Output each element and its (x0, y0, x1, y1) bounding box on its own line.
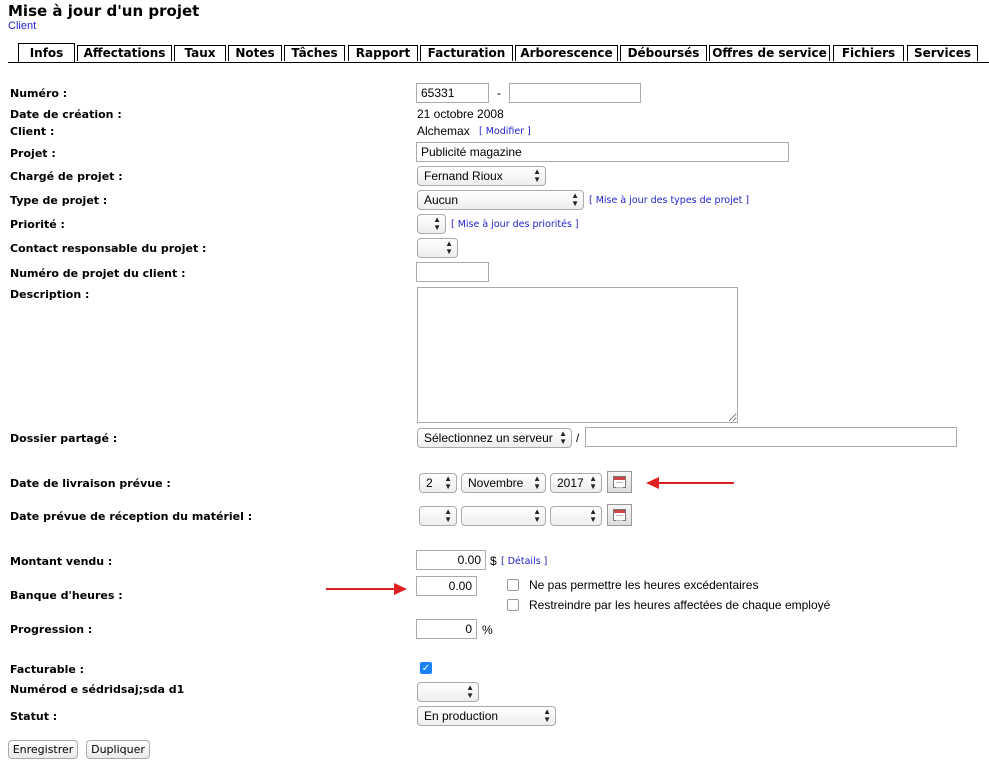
livraison-year-value: 2017 (557, 476, 584, 490)
select-arrows-icon: ▲ ▼ (444, 507, 452, 524)
modifier-client-link[interactable]: [ Modifier ] (479, 126, 531, 137)
reception-day-select[interactable] (419, 506, 457, 526)
select-arrows-icon: ▲ ▼ (433, 215, 441, 232)
banque-label: Banque d'heures : (10, 589, 123, 602)
select-arrows-icon: ▲ ▼ (445, 239, 453, 256)
date-creation-value: 21 octobre 2008 (417, 107, 504, 121)
select-arrows-icon: ▲ ▼ (589, 507, 597, 524)
numero-client-label: Numéro de projet du client : (10, 267, 186, 280)
dossier-path-input[interactable] (585, 427, 957, 447)
select-arrows-icon: ▲ ▼ (533, 474, 541, 491)
reception-month-select[interactable] (461, 506, 546, 526)
select-arrows-icon: ▲ ▼ (543, 707, 551, 724)
numero-separator: - (497, 86, 501, 100)
tab-notes[interactable]: Notes (228, 45, 282, 61)
banque-input[interactable]: 0.00 (416, 576, 477, 596)
numero-suffix-input[interactable] (509, 83, 641, 103)
tab-taches[interactable]: Tâches (284, 45, 345, 61)
livraison-year-select[interactable] (550, 473, 602, 493)
type-select[interactable] (417, 190, 584, 210)
page-title: Mise à jour d'un projet (8, 2, 200, 20)
details-link[interactable]: [ Détails ] (501, 556, 548, 567)
tab-taux[interactable]: Taux (174, 45, 226, 61)
arrowhead-right-icon (394, 583, 407, 595)
custom-field-select[interactable] (417, 682, 479, 702)
dossier-separator: / (576, 431, 580, 445)
tab-affectations[interactable]: Affectations (77, 45, 172, 61)
reception-year-select[interactable] (550, 506, 602, 526)
livraison-month-select[interactable] (461, 473, 546, 493)
montant-input[interactable]: 0.00 (416, 550, 486, 570)
priorite-select[interactable] (417, 214, 446, 234)
tab-facturation[interactable]: Facturation (420, 45, 513, 61)
annotation-arrow (658, 482, 734, 484)
priorites-link[interactable]: [ Mise à jour des priorités ] (451, 219, 579, 230)
description-textarea[interactable] (417, 287, 738, 423)
serveur-select[interactable] (417, 428, 572, 448)
reception-calendar-button[interactable] (607, 504, 632, 526)
currency-symbol: $ (490, 554, 497, 568)
restrict-hours-label: Restreindre par les heures affectées de chaque employé (529, 598, 831, 612)
custom-field-label: Numérod e sédridsaj;sda d1 (10, 683, 185, 696)
tab-services[interactable]: Services (907, 45, 978, 61)
save-button[interactable]: Enregistrer (8, 740, 78, 759)
livraison-day-value: 2 (426, 476, 433, 490)
type-select-value: Aucun (424, 193, 459, 207)
statut-select-value: En production (424, 709, 499, 723)
projet-input[interactable]: Publicité magazine (416, 142, 789, 162)
charge-label: Chargé de projet : (10, 170, 123, 183)
duplicate-button[interactable]: Dupliquer (86, 740, 150, 759)
montant-label: Montant vendu : (10, 555, 113, 568)
client-link[interactable]: Client (8, 20, 37, 32)
types-projet-link[interactable]: [ Mise à jour des types de projet ] (589, 195, 750, 206)
reception-label: Date prévue de réception du matériel : (10, 510, 253, 523)
statut-select[interactable] (417, 706, 556, 726)
progression-unit: % (482, 623, 493, 637)
select-arrows-icon: ▲ ▼ (533, 167, 541, 184)
serveur-select-value: Sélectionnez un serveur (424, 431, 553, 445)
contact-select[interactable] (417, 238, 458, 258)
projet-label: Projet : (10, 147, 56, 160)
type-label: Type de projet : (10, 194, 108, 207)
tab-arborescence[interactable]: Arborescence (515, 45, 618, 61)
client-value: Alchemax (417, 124, 470, 138)
tab-fichiers[interactable]: Fichiers (833, 45, 904, 61)
arrowhead-left-icon (646, 477, 659, 489)
client-label: Client : (10, 125, 55, 138)
no-overtime-label: Ne pas permettre les heures excédentaires (529, 578, 759, 592)
select-arrows-icon: ▲ ▼ (444, 474, 452, 491)
select-arrows-icon: ▲ ▼ (559, 429, 567, 446)
statut-label: Statut : (10, 710, 58, 723)
numero-input[interactable]: 65331 (416, 83, 489, 103)
no-overtime-checkbox[interactable] (507, 579, 519, 591)
livraison-calendar-button[interactable] (607, 471, 632, 493)
contact-label: Contact responsable du projet : (10, 242, 207, 255)
select-arrows-icon: ▲ ▼ (571, 191, 579, 208)
calendar-icon (613, 476, 626, 488)
annotation-arrow (326, 588, 396, 590)
tab-offres-de-service[interactable]: Offres de service (709, 45, 830, 61)
numero-client-input[interactable] (416, 262, 489, 282)
facturable-checkbox[interactable]: ✓ (421, 663, 431, 674)
restrict-hours-checkbox[interactable] (507, 599, 519, 611)
description-label: Description : (10, 288, 90, 301)
dossier-label: Dossier partagé : (10, 432, 118, 445)
numero-label: Numéro : (10, 87, 68, 100)
livraison-label: Date de livraison prévue : (10, 477, 171, 490)
tab-rapport[interactable]: Rapport (348, 45, 418, 61)
tab-divider (8, 62, 989, 63)
tab-infos[interactable]: Infos (18, 43, 75, 63)
select-arrows-icon: ▲ ▼ (533, 507, 541, 524)
progression-input[interactable]: 0 (416, 619, 477, 639)
charge-select-value: Fernand Rioux (424, 169, 503, 183)
livraison-day-select[interactable] (419, 473, 457, 493)
charge-select[interactable] (417, 166, 546, 186)
progression-label: Progression : (10, 623, 93, 636)
facturable-label: Facturable : (10, 663, 85, 676)
tab-debourses[interactable]: Déboursés (620, 45, 707, 61)
select-arrows-icon: ▲ ▼ (466, 683, 474, 700)
livraison-month-value: Novembre (468, 476, 524, 490)
calendar-icon (613, 509, 626, 521)
date-creation-label: Date de création : (10, 108, 122, 121)
priorite-label: Priorité : (10, 218, 65, 231)
select-arrows-icon: ▲ ▼ (589, 474, 597, 491)
